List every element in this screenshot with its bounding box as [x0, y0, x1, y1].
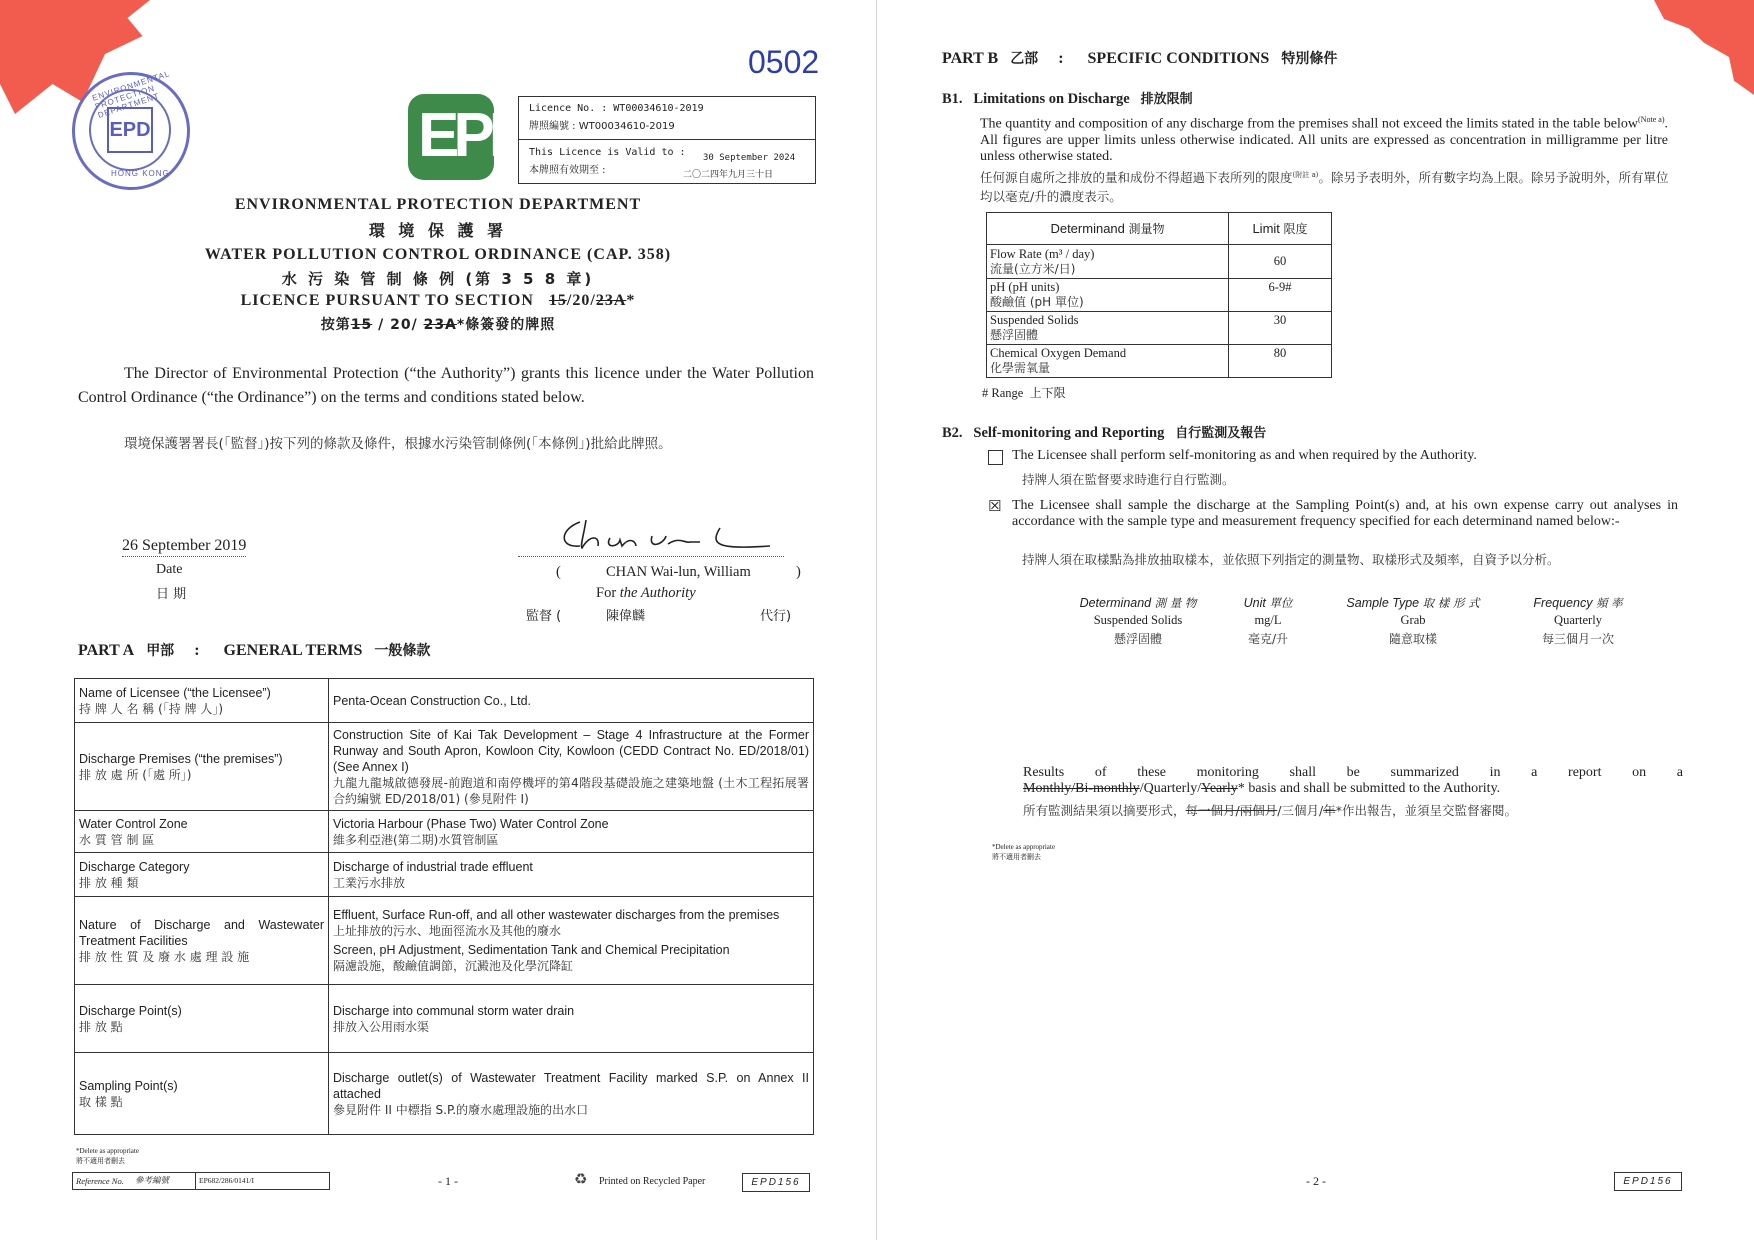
b2-title-cn: 自行監測及報告	[1175, 426, 1267, 441]
part-a-general-terms: GENERAL TERMS	[223, 642, 363, 659]
for-authority-prefix: For	[596, 585, 620, 601]
mon-header-sample-type	[1318, 595, 1508, 611]
term-label-cn: 取 樣 點	[79, 1094, 123, 1109]
form-code-box: EPD156	[1614, 1172, 1682, 1191]
limits-value: 6-9#	[1229, 279, 1332, 312]
results-quarterly: /Quarterly/	[1139, 781, 1202, 796]
limits-col2-cn: 限度	[1283, 221, 1308, 236]
page-number: - 1 -	[438, 1174, 458, 1188]
limits-header-determinand	[987, 213, 1229, 245]
form-code-box: EPD156	[742, 1173, 810, 1192]
table-row	[75, 723, 814, 811]
b2-option-2: The Licensee shall sample the discharge at the Sampling Point(s) and, at his own expense carry out analyses in accordance with the sample type and measurement frequency specified for each determinand named below:-	[1012, 498, 1678, 529]
mon-header-unit	[1218, 595, 1318, 611]
stamp-hk-text: HONG KONG	[111, 169, 170, 178]
term-value-2-cn: 隔濾設施，酸鹼值調節，沉澱池及化學沉降缸	[333, 959, 574, 973]
table-row	[75, 1053, 814, 1135]
term-label-cell	[75, 985, 329, 1053]
part-b-colon: :	[1058, 50, 1064, 67]
part-a-title: PART A	[78, 642, 135, 659]
limits-name-cell	[987, 245, 1229, 279]
b1-paragraph-cn	[980, 166, 1670, 206]
table-row	[987, 279, 1332, 312]
term-label: Sampling Point(s)	[79, 1078, 178, 1093]
footnote-cn: 將不適用者刪去	[76, 1157, 125, 1165]
part-b-specific-conditions-cn: 特別條件	[1281, 51, 1338, 67]
footnote: *Delete as appropriate	[76, 1147, 139, 1155]
mon-frequency-cn: 每三個月一次	[1541, 632, 1614, 646]
handwritten-serial-number: 0502	[748, 44, 820, 80]
term-value-cell	[329, 811, 814, 853]
mon-determinand: Suspended Solids	[1093, 613, 1183, 627]
licence-section-cn-23a: 23A	[423, 317, 457, 333]
for-authority	[596, 585, 696, 602]
b1-text-cn-pre: 任何源自處所之排放的量和成份不得超過下表所列的限度	[980, 170, 1293, 186]
table-row	[987, 245, 1332, 279]
part-b-heading	[942, 48, 1337, 68]
b1-text-post: . All figures are upper limits unless otherwise indicated. All units are expressed as concentration in milligramme per litre unless otherwise stated.	[980, 116, 1669, 164]
b1-heading	[942, 88, 1193, 108]
date-label-cn: 日 期	[156, 587, 187, 602]
licence-no-label-cn: 牌照編號 : WT00034610-2019	[529, 121, 675, 132]
supervisor-cn: 監督 (	[526, 609, 562, 624]
mon-header-determinand	[1058, 595, 1218, 611]
mon-h-freq-cn: 頻 率	[1595, 596, 1623, 610]
valid-date-cn: 二〇二四年九月三十日	[683, 170, 774, 180]
date-label: Date	[156, 562, 183, 577]
mon-h-det-cn: 測 量 物	[1154, 596, 1197, 610]
limits-value: 80	[1229, 345, 1332, 378]
term-label: Water Control Zone	[79, 816, 188, 831]
table-row	[987, 213, 1332, 245]
signer-name-cn: 陳偉麟	[606, 609, 646, 624]
term-label-cell	[75, 811, 329, 853]
ref-value: EP682/286/0141/I	[199, 1176, 255, 1185]
term-value-cn: 九龍九龍城啟德發展-前跑道和南停機坪的第4階段基礎設施之建築地盤 (土木工程拓展署合約編號 ED/2018/01) (參見附件 I)	[333, 775, 809, 806]
intro-paragraph: The Director of Environmental Protection (“the Authority”) grants this licence under the Water Pollution Control Ordinance (“the Ordinance”) on the terms and conditions stated below.	[78, 365, 814, 406]
mon-unit-cn: 毫克/升	[1247, 632, 1289, 646]
limits-col1-cn: 測量物	[1128, 221, 1165, 236]
term-label-cell	[75, 723, 329, 811]
term-label: Discharge Premises (“the premises”)	[79, 751, 283, 766]
term-value-cell	[329, 985, 814, 1053]
mon-unit: mg/L	[1254, 613, 1282, 627]
b2-heading	[942, 422, 1266, 442]
licence-section-mid: /20/	[566, 292, 596, 309]
range-note-cn: 上下限	[1029, 386, 1066, 400]
limits-name: Chemical Oxygen Demand	[990, 346, 1127, 360]
results-cn-struck-2: 年	[1323, 803, 1336, 818]
footnote-cn: 將不適用者刪去	[992, 853, 1041, 861]
intro-paragraph-cn: 環境保護署署長(「監督」)按下列的條款及條件，根據水污染管制條例(「本條例」)批給此牌照。	[124, 436, 672, 452]
page-number: - 2 -	[1306, 1174, 1326, 1188]
recycled-paper-label: Printed on Recycled Paper	[599, 1176, 706, 1187]
term-label-cell	[75, 1053, 329, 1135]
b2-title: Self-monitoring and Reporting	[973, 425, 1165, 441]
limits-col1: Determinand	[1050, 220, 1125, 236]
ordinance-title: WATER POLLUTION CONTROL ORDINANCE (CAP. 358)	[204, 246, 672, 263]
limits-name: pH (pH units)	[990, 280, 1060, 294]
term-value-2: Screen, pH Adjustment, Sedimentation Tank and Chemical Precipitation	[333, 943, 730, 957]
b1-number: B1.	[942, 91, 963, 107]
valid-to-label: This Licence is Valid to :	[529, 147, 686, 158]
recycle-icon: ♻	[574, 1170, 588, 1188]
part-b-title-cn: 乙部	[1010, 51, 1039, 67]
b1-note-a-cn: (附註 a)	[1292, 171, 1319, 179]
for-authority-italic: the Authority	[619, 585, 696, 601]
mon-h-unit: Unit	[1243, 596, 1266, 610]
part-a-colon: :	[194, 642, 200, 659]
mon-h-type-cn: 取 樣 形 式	[1422, 596, 1480, 610]
results-post: * basis and shall be submitted to the Authority.	[1237, 781, 1501, 796]
limits-name: Suspended Solids	[990, 313, 1079, 327]
mon-h-det: Determinand	[1079, 596, 1152, 610]
term-label-cn: 持 牌 人 名 稱 (「持 牌 人」)	[79, 701, 224, 716]
results-cn-struck-1: 每一個月/兩個月	[1185, 803, 1278, 818]
licence-number-box	[518, 96, 816, 184]
table-row	[75, 679, 814, 723]
b2-option-1: The Licensee shall perform self-monitoring as and when required by the Authority.	[1012, 448, 1477, 463]
limits-col2: Limit	[1252, 220, 1280, 236]
mon-h-type: Sample Type	[1346, 596, 1420, 610]
results-cn	[1023, 801, 1517, 819]
term-value-cell	[329, 1053, 814, 1135]
results-cn-post: *作出報告，並須呈交監督審閱。	[1335, 803, 1517, 818]
limits-value: 30	[1229, 312, 1332, 345]
limits-name-cell	[987, 345, 1229, 378]
epd-logo-letters: EPD	[418, 101, 528, 170]
sampling-checkbox-checked: ☒	[988, 497, 1002, 515]
limits-table	[986, 212, 1332, 378]
limits-value: 60	[1229, 245, 1332, 279]
term-value-cn: 上址排放的污水、地面徑流水及其他的廢水	[333, 924, 562, 938]
mon-sample-type: Grab	[1400, 613, 1426, 627]
term-value: Discharge outlet(s) of Wastewater Treatment Facility marked S.P. on Annex II attached	[333, 1070, 809, 1101]
term-value-cell	[329, 897, 814, 985]
department-title-cn: 環 境 保 護 署	[368, 221, 508, 240]
limits-name-cn: 流量(立方米/日)	[990, 261, 1076, 276]
results-line-2	[1023, 781, 1500, 797]
signature-line	[518, 556, 784, 557]
licence-section-cn-post: *條簽發的牌照	[456, 317, 556, 333]
term-value: Discharge of industrial trade effluent	[333, 859, 533, 874]
ordinance-title-cn: 水 污 染 管 制 條 例 (第 3 5 8 章)	[281, 270, 595, 288]
b2-option-1-cn: 持牌人須在監督要求時進行自行監測。	[1022, 472, 1235, 487]
term-value-cell	[329, 723, 814, 811]
term-label-cn: 排 放 處 所 (「處 所」)	[79, 767, 192, 782]
term-label: Discharge Point(s)	[79, 1003, 182, 1018]
term-value-cn: 維多利亞港(第二期)水質管制區	[333, 832, 499, 847]
term-value-cell	[329, 679, 814, 723]
term-label-cell	[75, 897, 329, 985]
limits-name: Flow Rate (m³ / day)	[990, 246, 1095, 261]
licence-section-prefix: LICENCE PURSUANT TO SECTION	[240, 292, 534, 309]
licence-section-15-struck: 15	[548, 292, 567, 309]
mon-determinand-cn: 懸浮固體	[1113, 632, 1162, 646]
licence-section-line-cn	[0, 314, 876, 334]
valid-to-label-cn: 本牌照有效期至 :	[529, 165, 606, 176]
limits-name-cn: 化學需氧量	[990, 361, 1051, 375]
b1-text-cn-post: 。除另予表明外，所有數字均為上限。除另予說明外，所有單位均以毫克/升的濃度表示。	[980, 170, 1669, 205]
licence-section-line	[0, 292, 876, 310]
part-b-specific-conditions: SPECIFIC CONDITIONS	[1087, 50, 1270, 67]
self-monitoring-checkbox-unchecked	[988, 450, 1003, 465]
ref-label-cn: 參考編號	[135, 1176, 170, 1186]
signer-name: CHAN Wai-lun, William	[606, 564, 751, 580]
term-value-cn: 排放入公用雨水渠	[333, 1019, 430, 1034]
term-value: Construction Site of Kai Tak Development – Stage 4 Infrastructure at the Former Runway and South Apron, Kowloon City, Kowloon (CEDD Contract No. ED/2018/01) (See Annex I)	[333, 727, 809, 774]
range-note-text: # Range	[982, 386, 1024, 400]
stamp-monogram: EPD	[107, 107, 153, 153]
stamp-arc-text: ENVIRONMENTAL PROTECTION DEPARTMENT	[91, 69, 171, 120]
licence-section-star: *	[626, 292, 636, 309]
reference-number-box	[72, 1172, 330, 1190]
range-note	[982, 384, 1066, 401]
issue-date: 26 September 2019	[122, 537, 246, 557]
epd-logo	[408, 94, 528, 180]
b1-note-a: (Note a)	[1638, 115, 1665, 124]
term-value: Discharge into communal storm water drain	[333, 1003, 575, 1018]
mon-h-freq: Frequency	[1533, 596, 1593, 610]
results-struck-yearly: Yearly	[1201, 781, 1238, 796]
red-tape-corner	[1654, 0, 1754, 95]
part-b-title: PART B	[942, 50, 999, 67]
term-label: Name of Licensee (“the Licensee”)	[79, 685, 271, 700]
limits-header-limit	[1229, 213, 1332, 245]
licence-section-cn-mid: / 20/	[372, 317, 424, 333]
b1-text-pre: The quantity and composition of any discharge from the premises shall not exceed the limits stated in the table below	[980, 116, 1639, 132]
term-value-cn: 工業污水排放	[333, 875, 406, 890]
term-value: Victoria Harbour (Phase Two) Water Control Zone	[333, 816, 609, 831]
table-row	[75, 897, 814, 985]
term-label: Nature of Discharge and Wastewater Treatment Facilities	[79, 917, 324, 948]
epd-seal-stamp	[72, 69, 190, 190]
table-row	[987, 312, 1332, 345]
signature-text: Chan Wai-l	[540, 514, 545, 515]
part-a-heading	[78, 640, 430, 660]
mon-sample-type-cn: 隨意取樣	[1388, 632, 1437, 646]
mon-frequency: Quarterly	[1554, 613, 1602, 627]
b1-title-cn: 排放限制	[1140, 92, 1193, 107]
term-value-cn: 參見附件 II 中標指 S.P.的廢水處理設施的出水口	[333, 1102, 589, 1117]
limits-name-cn: 懸浮固體	[990, 328, 1039, 342]
term-label-cn: 排 放 種 類	[79, 875, 139, 890]
signature	[540, 514, 790, 556]
general-terms-table	[74, 678, 814, 1135]
term-label-cell	[75, 679, 329, 723]
licence-no-label: Licence No. : WT00034610-2019	[529, 103, 704, 114]
valid-date: 30 September 2024	[703, 153, 796, 163]
signer-open-paren: (	[556, 564, 561, 580]
mon-h-unit-cn: 單位	[1269, 596, 1293, 610]
licence-section-cn-15: 15	[350, 317, 373, 333]
term-label-cn: 排 放 點	[79, 1019, 123, 1034]
limits-name-cell	[987, 312, 1229, 345]
limits-name-cell	[987, 279, 1229, 312]
mon-header-frequency	[1508, 595, 1648, 611]
term-label-cn: 排 放 性 質 及 廢 水 處 理 設 施	[79, 949, 250, 964]
table-row	[75, 853, 814, 897]
term-value: Penta-Ocean Construction Co., Ltd.	[333, 693, 532, 708]
department-title: ENVIRONMENTAL PROTECTION DEPARTMENT	[234, 196, 642, 213]
results-struck-monthly: Monthly/Bi-monthly	[1023, 781, 1140, 796]
part-a-title-cn: 甲部	[146, 643, 175, 659]
signer-close-paren: )	[796, 564, 801, 580]
limits-name-cn: 酸鹼值 (pH 單位)	[990, 295, 1084, 309]
b1-title: Limitations on Discharge	[973, 91, 1130, 107]
licence-section-23a-struck: 23A	[595, 292, 627, 309]
term-value-cell	[329, 853, 814, 897]
ref-label: Reference No.	[76, 1176, 124, 1186]
table-row	[75, 985, 814, 1053]
b1-paragraph	[980, 112, 1668, 165]
results-cn-kept: /三個月/	[1277, 803, 1324, 818]
ref-divider	[195, 1173, 196, 1189]
table-row	[987, 345, 1332, 378]
footnote: *Delete as appropriate	[992, 843, 1055, 851]
term-label-cell	[75, 853, 329, 897]
term-label-cn: 水 質 管 制 區	[79, 832, 155, 847]
part-a-general-terms-cn: 一般條款	[374, 643, 431, 659]
table-row	[75, 811, 814, 853]
b2-option-2-cn: 持牌人須在取樣點為排放抽取樣本，並依照下列指定的測量物、取樣形式及頻率，自資予以分析。	[1022, 552, 1560, 567]
b2-number: B2.	[942, 425, 963, 441]
results-line-1: Results of these monitoring shall be summarized in a report on a	[1023, 765, 1683, 780]
term-label: Discharge Category	[79, 859, 190, 874]
on-behalf-cn: 代行)	[760, 609, 792, 624]
licence-section-cn-pre: 按第	[320, 317, 351, 333]
term-value: Effluent, Surface Run-off, and all other wastewater discharges from the premises	[333, 908, 780, 922]
results-cn-pre: 所有監測結果須以摘要形式，	[1023, 803, 1186, 818]
licence-box-divider	[519, 139, 815, 140]
page-2	[878, 0, 1754, 1240]
